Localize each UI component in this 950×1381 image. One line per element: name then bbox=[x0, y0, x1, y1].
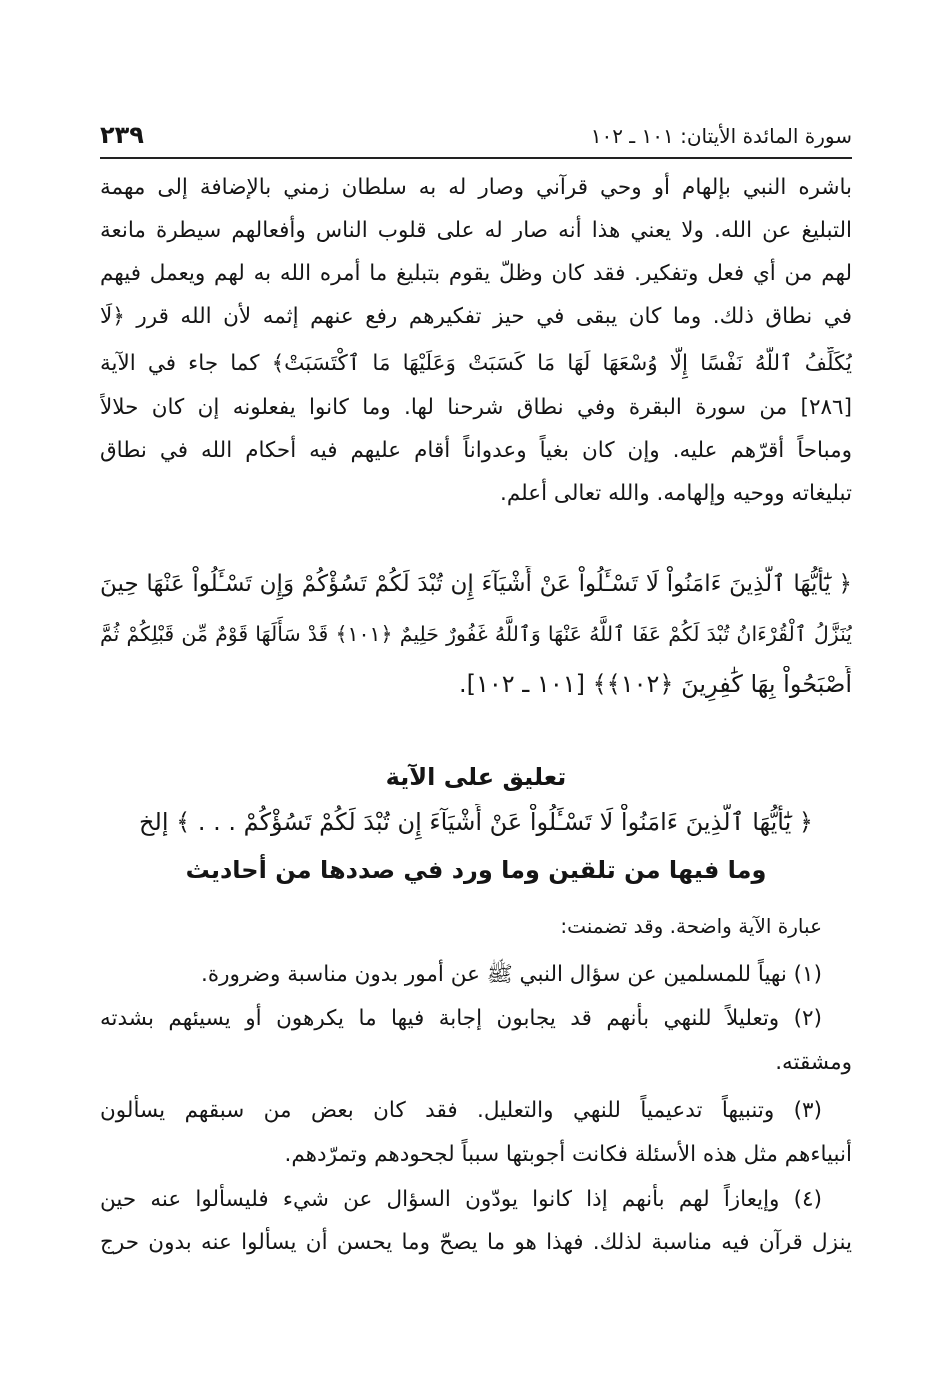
verse-line: أَصْبَحُواْ بِهَا كَٰفِرِينَ ﴿١٠٢﴾﴾ [١٠١ ـ ١٠٢]. bbox=[458, 670, 852, 698]
section-intro: عبارة الآية واضحة. وقد تضمنت: bbox=[560, 914, 822, 938]
commentary-line: لهم من أي فعل وتفكير. فقد كان وظلّ يقوم بتبليغ ما أمره الله به لهم ويعمل فيهم bbox=[100, 261, 852, 286]
commentary-line: باشره النبي بإلهام أو وحي قرآني وصار له به سلطان زمني بالإضافة إلى مهمة bbox=[100, 175, 852, 200]
point-line: ينزل قرآن فيه مناسبة لذلك. فهذا هو ما يصحّ وما يحسن أن يسألوا عنه بدون حرج bbox=[100, 1230, 852, 1255]
commentary-line: تبليغاته ووحيه وإلهامه. والله تعالى أعلم. bbox=[500, 481, 852, 506]
header-title: سورة المائدة الأيتان: ١٠١ ـ ١٠٢ bbox=[590, 124, 852, 148]
commentary-line: التبليغ عن الله. ولا يعني هذا أنه صار له على قلوب الناس وأفعالهم سيطرة مانعة bbox=[100, 218, 852, 243]
commentary-line: في نطاق ذلك. وما كان يبقى في حيز تفكيرهم رفع عنهم إثمه لأن الله قرر ﴿لَا bbox=[100, 304, 852, 329]
section-heading: تعليق على الآية bbox=[385, 763, 567, 791]
verse-line: يُنَزَّلُ ٱلْقُرْءَانُ تُبْدَ لَكُمْ عَفَا ٱللَّهُ عَنْهَا وَٱللَّهُ غَفُورٌ حَلِيمٌ ﴿١٠١﴾ قَدْ سَأَلَهَا قَوْمٌ مِّن قَبْلِكُمْ ثُمَّ bbox=[100, 622, 852, 646]
commentary-line: ومباحاً أقرّهم عليه. وإن كان بغياً وعدواناً أقام عليهم فيه أحكام الله في نطاق bbox=[100, 438, 852, 463]
section-subheading: وما فيها من تلقين وما ورد في صددها من أحاديث bbox=[185, 856, 767, 884]
running-header bbox=[100, 118, 852, 156]
point-line: (١) نهياً للمسلمين عن سؤال النبي ﷺ عن أمور بدون مناسبة وضرورة. bbox=[201, 962, 822, 987]
commentary-line: [٢٨٦] من سورة البقرة وفي نطاق شرحنا لها. وما كانوا يفعلونه إن كان حلالاً bbox=[100, 395, 852, 420]
verse-line: ﴿ يَٰٓأَيُّهَا ٱلَّذِينَ ءَامَنُواْ لَا تَسْـَٔلُواْ عَنْ أَشْيَآءَ إِن تُبْدَ لَكُمْ تَسُؤْكُمْ وَإِن تَسْـَٔلُواْ عَنْهَا حِينَ bbox=[100, 571, 852, 597]
point-line: ومشقته. bbox=[775, 1050, 852, 1075]
point-line: (٢) وتعليلاً للنهي بأنهم قد يجابون إجابة فيها ما يكرهون أو يسيئهم بشدته bbox=[100, 1006, 822, 1031]
point-line: أنبياءهم مثل هذه الأسئلة فكانت أجوبتها سبباً لجحودهم وتمرّدهم. bbox=[284, 1142, 852, 1167]
point-line: (٣) وتنبيهاً تدعيمياً للنهي والتعليل. فقد كان بعض من سبقهم يسألون bbox=[100, 1098, 822, 1123]
page-number: ٢٣٩ bbox=[100, 121, 144, 149]
header-rule bbox=[100, 157, 852, 159]
section-verse-heading: ﴿ يَٰٓأَيُّهَا ٱلَّذِينَ ءَامَنُواْ لَا تَسْـَٔلُواْ عَنْ أَشْيَآءَ إِن تُبْدَ لَكُمْ تَسُؤْكُمْ . . . ﴾ إلخ bbox=[139, 808, 813, 836]
commentary-line: يُكَلِّفُ ٱللَّهُ نَفْسًا إِلَّا وُسْعَهَا لَهَا مَا كَسَبَتْ وَعَلَيْهَا مَا ٱكْتَسَبَتْ﴾ كما جاء في الآية bbox=[100, 351, 852, 376]
point-line: (٤) وإيعازاً لهم بأنهم إذا كانوا يودّون السؤال عن شيء فليسألوا عنه حين bbox=[100, 1187, 822, 1212]
